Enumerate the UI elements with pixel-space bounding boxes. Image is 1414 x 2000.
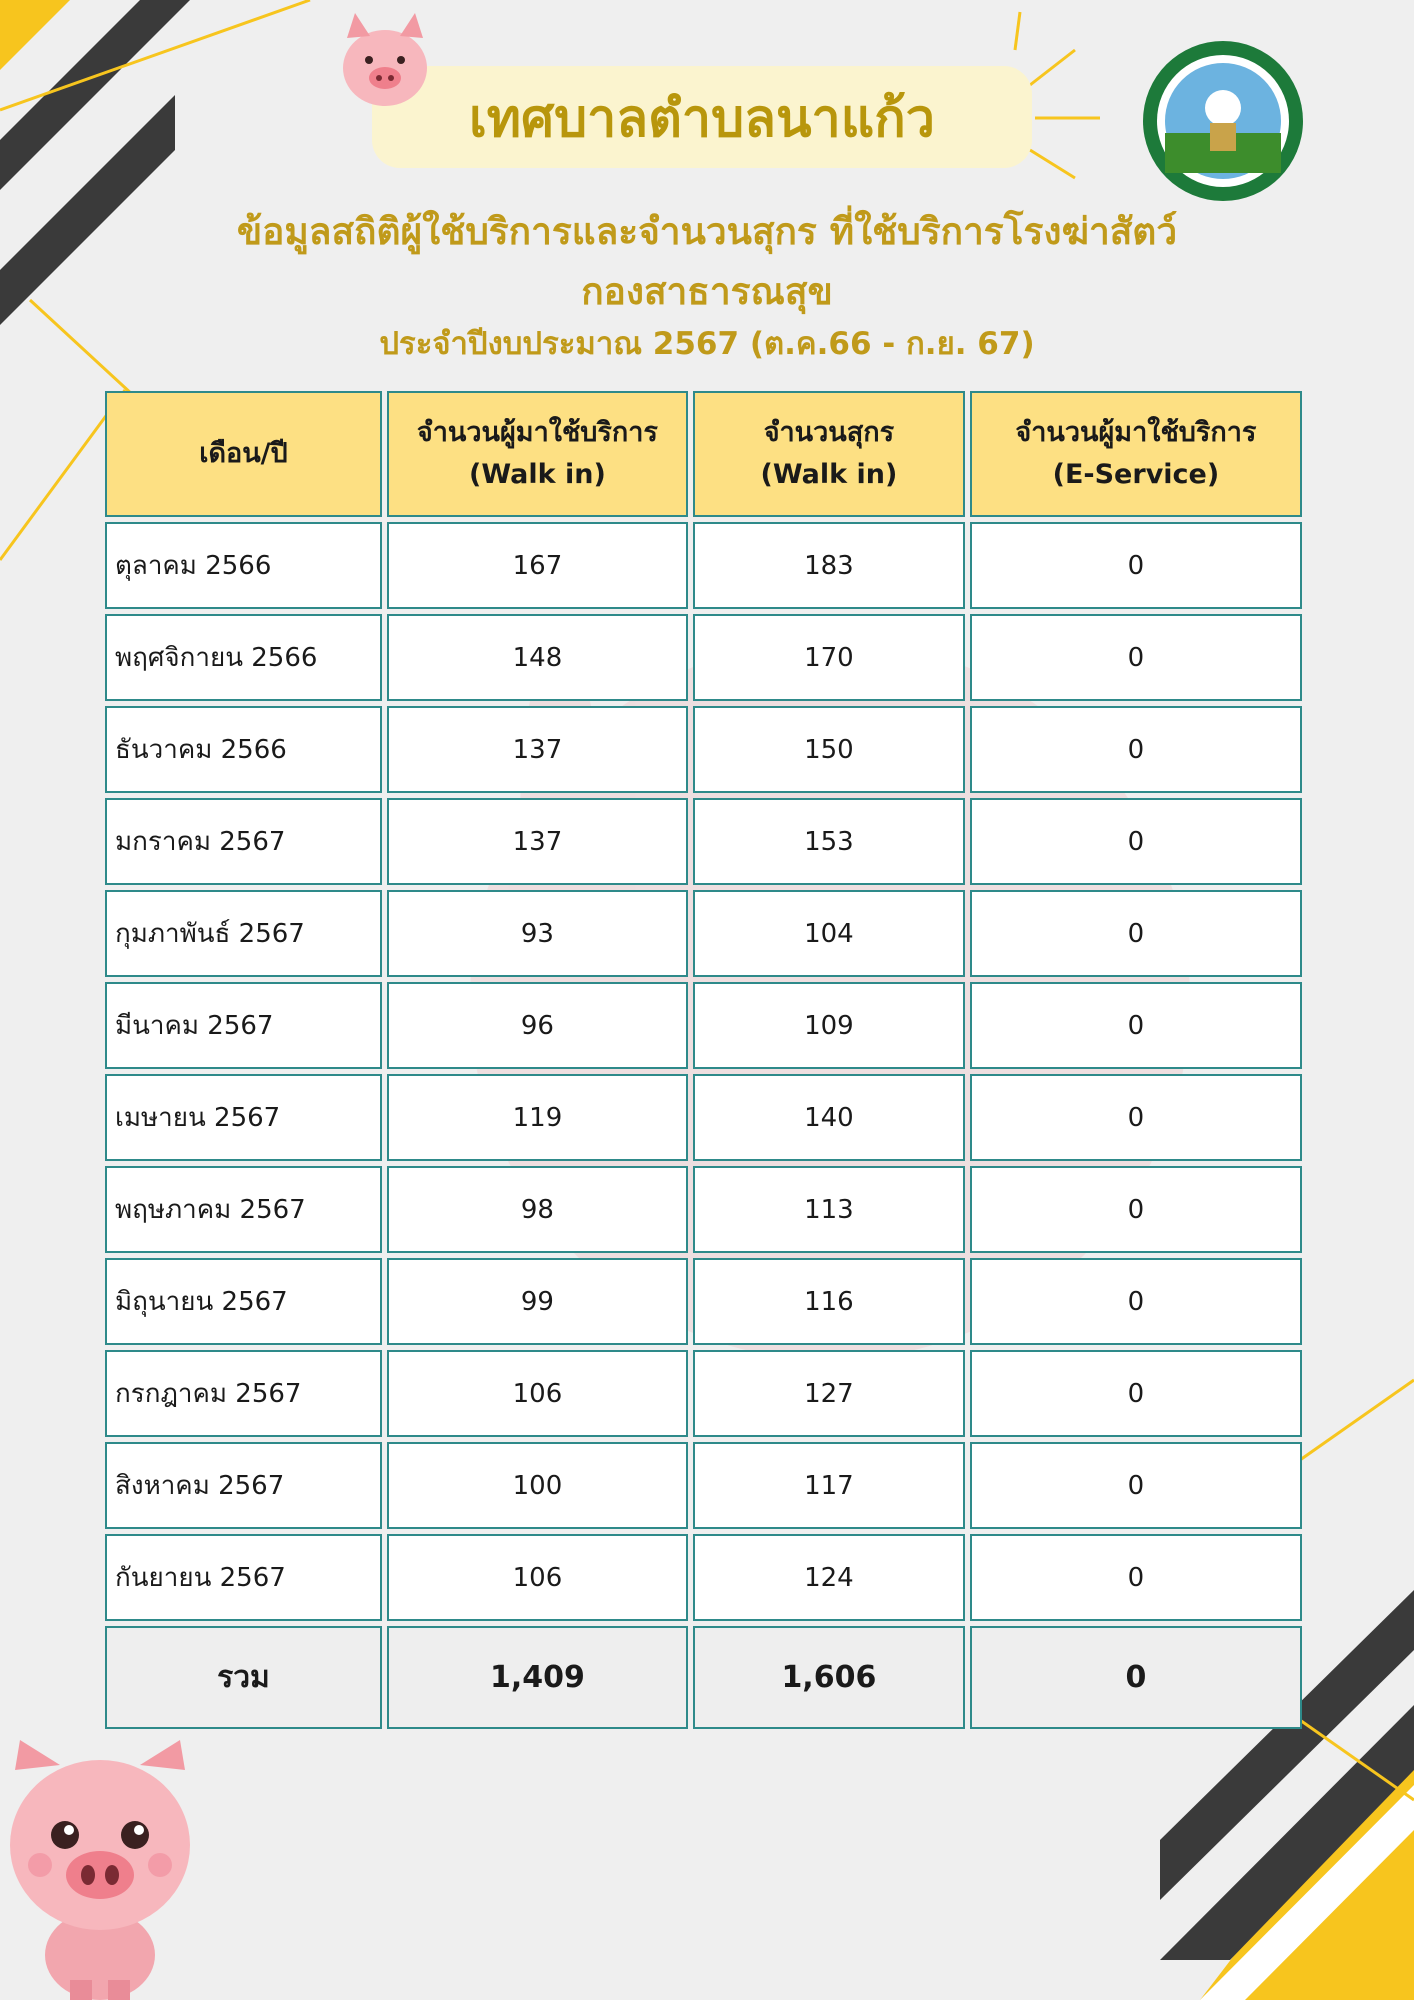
row-month: กุมภาพันธ์ 2567: [105, 890, 382, 977]
table-row: [105, 1258, 1302, 1345]
row-eservice: 0: [970, 798, 1302, 885]
row-walkin: 99: [387, 1258, 688, 1345]
row-pigs: 117: [693, 1442, 965, 1529]
row-month: พฤษภาคม 2567: [105, 1166, 382, 1253]
row-pigs: 124: [693, 1534, 965, 1621]
table-row: [105, 1350, 1302, 1437]
table-row: [105, 890, 1302, 977]
header-pigs: จำนวนสุกร (Walk in): [693, 391, 965, 517]
row-eservice: 0: [970, 706, 1302, 793]
row-pigs: 150: [693, 706, 965, 793]
row-pigs: 109: [693, 982, 965, 1069]
row-walkin: 93: [387, 890, 688, 977]
header-walkin-users: จำนวนผู้มาใช้บริการ (Walk in): [387, 391, 688, 517]
table-row: [105, 982, 1302, 1069]
subtitle-statistics: ข้อมูลสถิติผู้ใช้บริการและจำนวนสุกร ที่ใช้บริการโรงฆ่าสัตว์: [236, 210, 1178, 253]
row-month: เมษายน 2567: [105, 1074, 382, 1161]
row-pigs: 113: [693, 1166, 965, 1253]
row-eservice: 0: [970, 1258, 1302, 1345]
row-month: มกราคม 2567: [105, 798, 382, 885]
row-eservice: 0: [970, 1074, 1302, 1161]
table-row: [105, 1442, 1302, 1529]
row-eservice: 0: [970, 522, 1302, 609]
row-month: ตุลาคม 2566: [105, 522, 382, 609]
row-walkin: 148: [387, 614, 688, 701]
table-header-row: [105, 391, 1302, 517]
row-eservice: 0: [970, 1350, 1302, 1437]
title-banner: [372, 66, 1032, 168]
row-month: สิงหาคม 2567: [105, 1442, 382, 1529]
subtitle-fiscal-year: ประจำปีงบประมาณ 2567 (ต.ค.66 - ก.ย. 67): [379, 326, 1035, 362]
row-eservice: 0: [970, 1166, 1302, 1253]
page-title: เทศบาลตำบลนาแก้ว: [469, 88, 935, 149]
pig-mascot-large-icon: [0, 1740, 200, 2000]
top-left-yellow-corner: [0, 0, 70, 70]
statistics-table: [100, 386, 1307, 1734]
municipality-logo: [1140, 38, 1306, 204]
row-eservice: 0: [970, 982, 1302, 1069]
row-walkin: 137: [387, 706, 688, 793]
row-eservice: 0: [970, 614, 1302, 701]
total-label: รวม: [105, 1626, 382, 1729]
table-row: [105, 522, 1302, 609]
row-walkin: 167: [387, 522, 688, 609]
row-walkin: 96: [387, 982, 688, 1069]
row-month: พฤศจิกายน 2566: [105, 614, 382, 701]
table-row: [105, 1534, 1302, 1621]
row-pigs: 116: [693, 1258, 965, 1345]
row-pigs: 170: [693, 614, 965, 701]
table-row: [105, 1166, 1302, 1253]
row-pigs: 140: [693, 1074, 965, 1161]
row-walkin: 137: [387, 798, 688, 885]
row-walkin: 119: [387, 1074, 688, 1161]
table-row: [105, 798, 1302, 885]
row-pigs: 183: [693, 522, 965, 609]
row-walkin: 98: [387, 1166, 688, 1253]
table-total-row: [105, 1626, 1302, 1729]
table-row: [105, 706, 1302, 793]
subtitle-department: กองสาธารณสุข: [581, 270, 833, 313]
row-eservice: 0: [970, 890, 1302, 977]
row-eservice: 0: [970, 1442, 1302, 1529]
row-month: กันยายน 2567: [105, 1534, 382, 1621]
row-walkin: 106: [387, 1350, 688, 1437]
header-eservice-users: จำนวนผู้มาใช้บริการ (E-Service): [970, 391, 1302, 517]
row-eservice: 0: [970, 1534, 1302, 1621]
total-pigs: 1,606: [693, 1626, 965, 1729]
pig-mascot-small-icon: [325, 8, 445, 118]
row-pigs: 127: [693, 1350, 965, 1437]
table-row: [105, 1074, 1302, 1161]
row-pigs: 153: [693, 798, 965, 885]
total-eservice: 0: [970, 1626, 1302, 1729]
total-walkin: 1,409: [387, 1626, 688, 1729]
row-month: มีนาคม 2567: [105, 982, 382, 1069]
row-walkin: 106: [387, 1534, 688, 1621]
row-walkin: 100: [387, 1442, 688, 1529]
table-row: [105, 614, 1302, 701]
row-month: มิถุนายน 2567: [105, 1258, 382, 1345]
row-month: ธันวาคม 2566: [105, 706, 382, 793]
header-month: เดือน/ปี: [105, 391, 382, 517]
row-pigs: 104: [693, 890, 965, 977]
row-month: กรกฎาคม 2567: [105, 1350, 382, 1437]
table-body: [105, 522, 1302, 1621]
